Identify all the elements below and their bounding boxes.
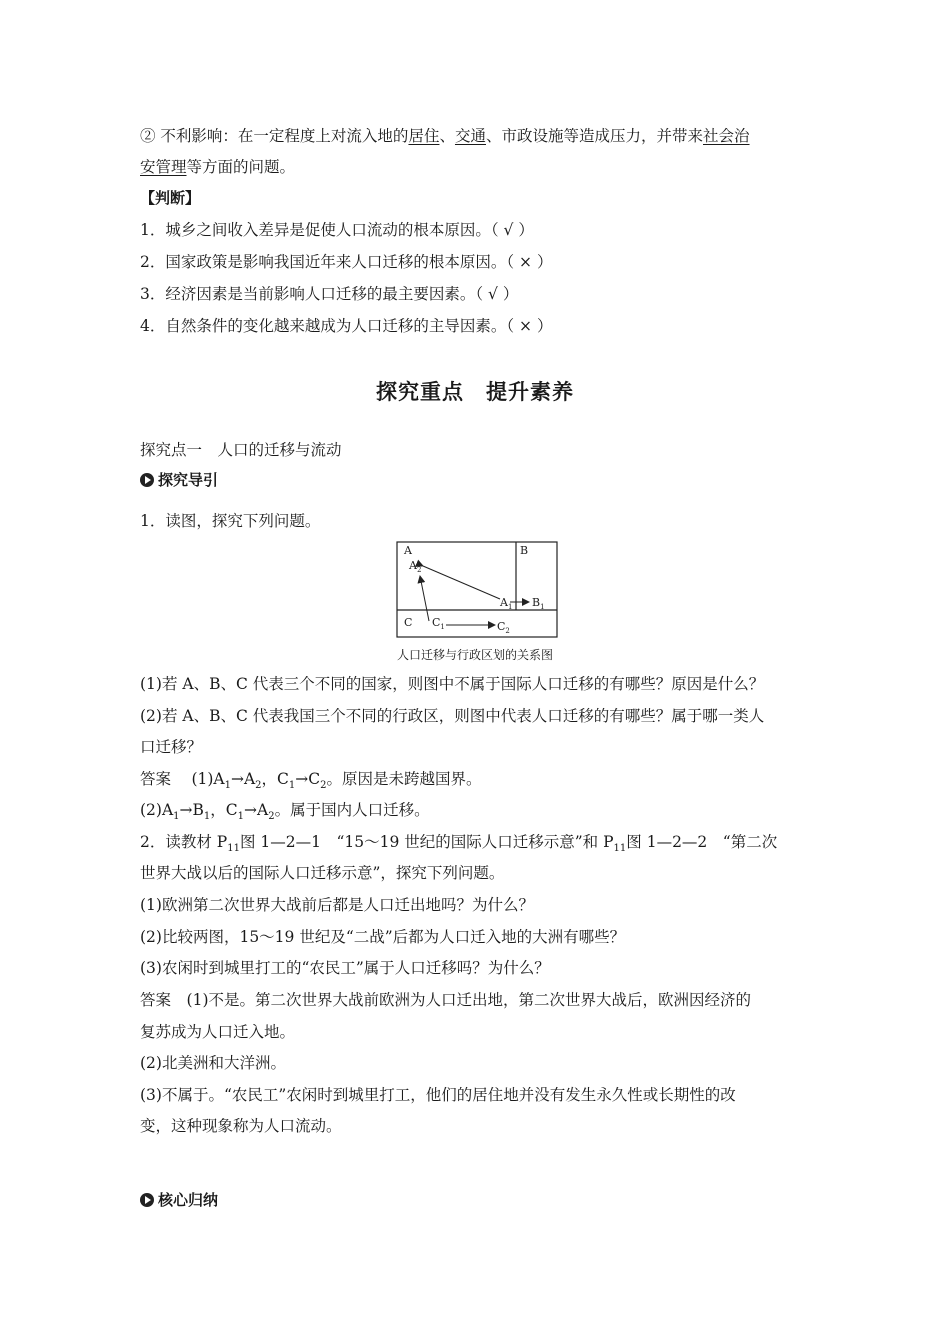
underlined-term: 居住: [408, 127, 440, 145]
judge-item: 3．经济因素是当前影响人口迁移的最主要因素。（ √ ）: [140, 285, 519, 303]
q2-sub3: (3)农闲时到城里打工的“农民工”属于人口迁移吗？为什么？: [140, 959, 550, 977]
figure-caption: 人口迁移与行政区划的关系图: [396, 648, 553, 662]
region-label-c: C: [404, 616, 413, 629]
answer-label: 答案: [140, 770, 172, 788]
q2-line-1: 2．读教材 $P_{11}$图 1—2—1 “15～19 世纪的国际人口迁移示意”和 $P_{11}$图 1—2—2 “第二次: [140, 833, 778, 855]
point-title: 探究点一 人口的迁移与流动: [140, 441, 342, 459]
underlined-term: 交通: [454, 127, 486, 145]
guide-heading: [140, 469, 812, 493]
play-circle-icon: [140, 473, 154, 487]
point-label-c2: $C_2$: [497, 620, 510, 635]
region-label-a: A: [404, 544, 412, 557]
q2-answer-3a: (3)不属于。“农民工”农闲时到城里打工，他们的居住地并没有发生永久性或长期性的改: [140, 1086, 736, 1104]
region-label-b: B: [520, 544, 529, 557]
play-circle-icon: [140, 1193, 154, 1207]
point-label-a1: $A_1$: [500, 596, 513, 611]
judge-item: 1．城乡之间收入差异是促使人口流动的根本原因。（ √ ）: [140, 221, 534, 239]
point-label-c1: $C_1$: [432, 616, 445, 631]
q2-answer-1b: 复苏成为人口迁入地。: [140, 1023, 296, 1041]
q2-sub1: (1)欧洲第二次世界大战前后都是人口迁出地吗？为什么？: [140, 896, 534, 914]
point-label-a2: $A_2$: [409, 559, 422, 574]
underlined-term: 社会治: [703, 127, 750, 145]
q2-answer-3b: 变，这种现象称为人口流动。: [140, 1117, 342, 1135]
guide-label: 探究导引: [158, 471, 219, 489]
judge-item: 4．自然条件的变化越来越成为人口迁移的主导因素。（ × ）: [140, 317, 553, 335]
q1-answer-1: 答案 $(1)A_1\to A_2$，$C_1\to C_2$。原因是未跨越国界。: [140, 770, 482, 792]
answer-label: 答案: [140, 991, 172, 1009]
judge-label: 【判断】: [140, 189, 201, 207]
q1-sub2-line1: (2)若 A、B、C 代表我国三个不同的行政区，则图中代表人口迁移的有哪些？属于哪一类人: [140, 707, 765, 725]
arrow-c1-to-a2: [420, 576, 429, 621]
migration-diagram: [396, 541, 558, 638]
q2-answer-2: (2)北美洲和大洋洲。: [140, 1054, 286, 1072]
section-title: 探究重点 提升素养: [376, 380, 574, 404]
q1-answer-2: $(2)A_1\to B_1$，$C_1\to A_2$。属于国内人口迁移。: [140, 801, 430, 823]
impact-line-1: ② 不利影响：在一定程度上对流入地的居住、交通、市政设施等造成压力，并带来社会治: [140, 127, 750, 145]
q1-intro: 1．读图，探究下列问题。: [140, 512, 321, 530]
underlined-term: 安管理: [140, 158, 187, 176]
q2-sub2: (2)比较两图，15～19 世纪及“二战”后都为人口迁入地的大洲有哪些？: [140, 928, 626, 946]
q2-line-2: 世界大战以后的国际人口迁移示意”，探究下列问题。: [140, 864, 505, 882]
core-heading: [140, 1189, 812, 1213]
q1-sub2-line2: 口迁移？: [140, 738, 203, 756]
point-label-b1: $B_1$: [532, 596, 545, 611]
arrow-a1-to-a2: [423, 566, 500, 599]
q1-sub1: (1)若 A、B、C 代表三个不同的国家，则图中不属于国际人口迁移的有哪些？原因是什么？: [140, 675, 765, 693]
core-label: 核心归纳: [158, 1191, 219, 1209]
q2-answer-1a: 答案 (1)不是。第二次世界大战前欧洲为人口迁出地，第二次世界大战后，欧洲因经济的: [140, 991, 751, 1009]
impact-line-2: 安管理等方面的问题。: [140, 158, 296, 176]
judge-item: 2．国家政策是影响我国近年来人口迁移的根本原因。（ × ）: [140, 253, 553, 271]
